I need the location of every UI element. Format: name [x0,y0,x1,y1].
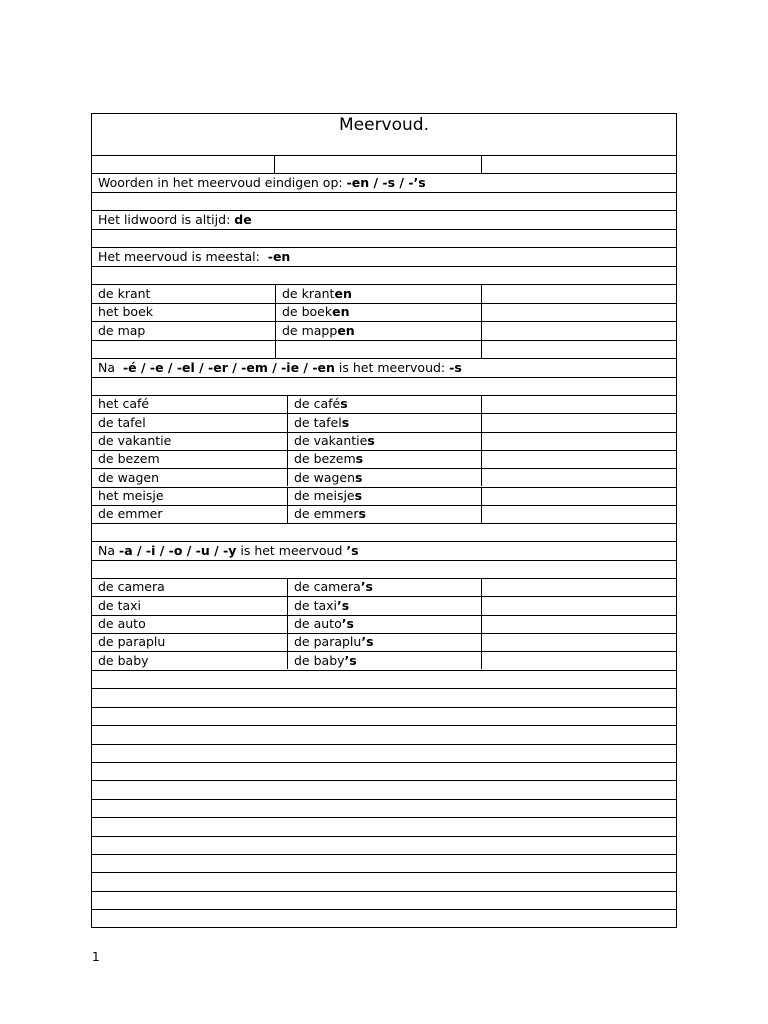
blank-row [92,762,676,780]
plural-cell [287,652,481,669]
singular-cell [92,597,287,614]
plural-cell [275,285,481,303]
empty-cell [481,433,676,450]
blank-row [92,377,676,395]
singular-cell [92,341,275,359]
word-pair-row [92,651,676,669]
rule-s-plural: -s [449,359,462,375]
word-pair-row [92,505,676,523]
default-plural-heading: Het meervoud is meestal: -en [98,248,291,264]
word-pair-row [92,578,676,596]
plural-ending: en [334,285,352,301]
singular-word: de baby [98,652,149,668]
plural-worksheet-table [91,113,677,928]
plural-stem: de krant [282,285,335,301]
word-pair-row [92,432,676,450]
singular-word: de tafel [98,414,146,430]
word-pair-row [92,450,676,468]
endings-heading: Woorden in het meervoud eindigen op: -en / -s / -’s [98,174,426,190]
singular-cell [92,616,287,633]
blank-row [92,523,676,541]
blank-row [92,836,676,854]
plural-ending: s [355,451,364,467]
empty-cell [481,652,676,669]
plural-ending: ’s [361,634,374,650]
endings-list: -en / -s / -’s [346,174,426,190]
blank-row [92,707,676,725]
plural-ending: ’s [337,597,350,613]
singular-cell [92,469,287,486]
word-pair-row [92,413,676,431]
word-pair-row [92,303,676,322]
singular-word: het boek [98,304,153,319]
singular-word: de vakantie [98,432,172,448]
singular-word: de camera [98,579,165,595]
blank-row [92,670,676,688]
plural-ending: s [355,469,363,485]
empty-cell [481,304,676,322]
plural-stem: de wagen [294,469,356,485]
singular-cell [92,579,287,596]
blank-row [92,192,676,210]
empty-cell [481,469,676,486]
plural-ending: s [354,487,363,503]
blank-row [92,872,676,890]
plural-ending: ’s [360,579,373,595]
rule-apostrophe-heading: Na -a / -i / -o / -u / -y is het meervoud ’s [98,542,359,558]
empty-cell [481,616,676,633]
rule-apostrophe-endings: -a / -i / -o / -u / -y [119,542,237,558]
default-plural-value: -en [267,248,291,264]
blank-row [92,854,676,872]
rule-apostrophe-plural: ’s [346,542,359,558]
article-value: de [234,211,252,227]
singular-cell [92,488,287,505]
rule-s-endings: -é / -e / -el / -er / -em / -ie / -en [122,359,335,375]
singular-word: de paraplu [98,634,166,650]
blank-row [92,744,676,762]
plural-stem: de mapp [282,322,338,338]
plural-cell [287,597,481,614]
plural-cell [287,506,481,523]
singular-word: de krant [98,285,151,301]
singular-word: de wagen [98,469,160,485]
plural-cell [287,634,481,651]
singular-cell [92,634,287,651]
word-pair-row [92,596,676,614]
endings-heading-row [92,173,676,192]
blank-row [92,266,676,284]
empty-cell [481,506,676,523]
plural-ending: en [332,304,350,319]
singular-word: de taxi [98,597,142,613]
singular-cell [92,652,287,669]
singular-cell [92,285,275,303]
plural-ending: en [337,322,355,338]
empty-cell [481,634,676,651]
plural-stem: de boek [282,304,333,319]
plural-cell [287,451,481,468]
plural-stem: de auto [294,615,342,631]
word-pair-row [92,284,676,303]
blank-row [92,909,676,927]
plural-stem: de emmer [294,506,359,522]
worksheet-title: Meervoud. [338,115,429,135]
plural-cell [287,414,481,431]
blank-row [92,229,676,247]
plural-stem: de baby [294,652,345,668]
plural-cell [287,396,481,413]
plural-cell [287,579,481,596]
singular-word: de emmer [98,506,163,522]
plural-cell [275,341,481,359]
blank-three-col-row [92,340,676,359]
empty-cell [481,414,676,431]
rule-s-heading: Na -é / -e / -el / -er / -em / -ie / -en is het meervoud: -s [98,359,462,375]
plural-stem: de bezem [294,451,356,467]
plural-stem: de tafel [294,414,342,430]
plural-ending: ’s [344,652,357,668]
singular-cell [92,304,275,322]
empty-cell [481,597,676,614]
plural-stem: de café [294,396,341,412]
rule-s-heading-row [92,358,676,377]
plural-ending: s [341,414,350,430]
article-heading-row [92,210,676,229]
singular-word: de map [98,322,146,338]
title-row [92,114,676,155]
page-number: 1 [92,950,100,964]
blank-row [92,780,676,798]
plural-stem: de camera [294,579,361,595]
plural-ending: s [340,396,348,412]
rule-apostrophe-heading-row [92,541,676,560]
word-pair-row [92,633,676,651]
plural-stem: de meisje [294,487,355,503]
column-divider [274,156,281,173]
empty-cell [481,451,676,468]
singular-word: de bezem [98,451,160,467]
word-pair-row [92,468,676,486]
singular-word: de auto [98,615,146,631]
empty-cell [481,396,676,413]
empty-cell [481,579,676,596]
plural-ending: s [367,432,375,448]
word-pair-row [92,487,676,505]
empty-cell [481,285,676,303]
empty-cell [481,322,676,340]
plural-cell [275,304,481,322]
blank-three-col-row [92,155,676,173]
blank-row [92,891,676,909]
empty-cell [481,488,676,505]
plural-cell [287,488,481,505]
plural-cell [275,322,481,340]
word-pair-row [92,615,676,633]
blank-row [92,817,676,835]
plural-cell [287,433,481,450]
word-pair-row [92,321,676,340]
default-plural-heading-row [92,247,676,266]
plural-cell [287,616,481,633]
plural-ending: ’s [341,615,354,631]
plural-ending: s [358,506,366,522]
singular-cell [92,396,287,413]
singular-word: het café [98,396,150,412]
singular-cell [92,414,287,431]
singular-cell [92,322,275,340]
blank-row [92,725,676,743]
singular-cell [92,451,287,468]
plural-stem: de vakantie [294,432,368,448]
plural-stem: de taxi [294,597,338,613]
plural-stem: de paraplu [294,634,362,650]
word-pair-row [92,395,676,413]
empty-cell [481,341,676,359]
article-heading: Het lidwoord is altijd: de [98,211,252,227]
singular-cell [92,506,287,523]
singular-cell [92,433,287,450]
singular-word: het meisje [98,487,164,503]
blank-row [92,799,676,817]
blank-row [92,560,676,578]
blank-row [92,688,676,706]
column-divider [481,156,488,173]
plural-cell [287,469,481,486]
